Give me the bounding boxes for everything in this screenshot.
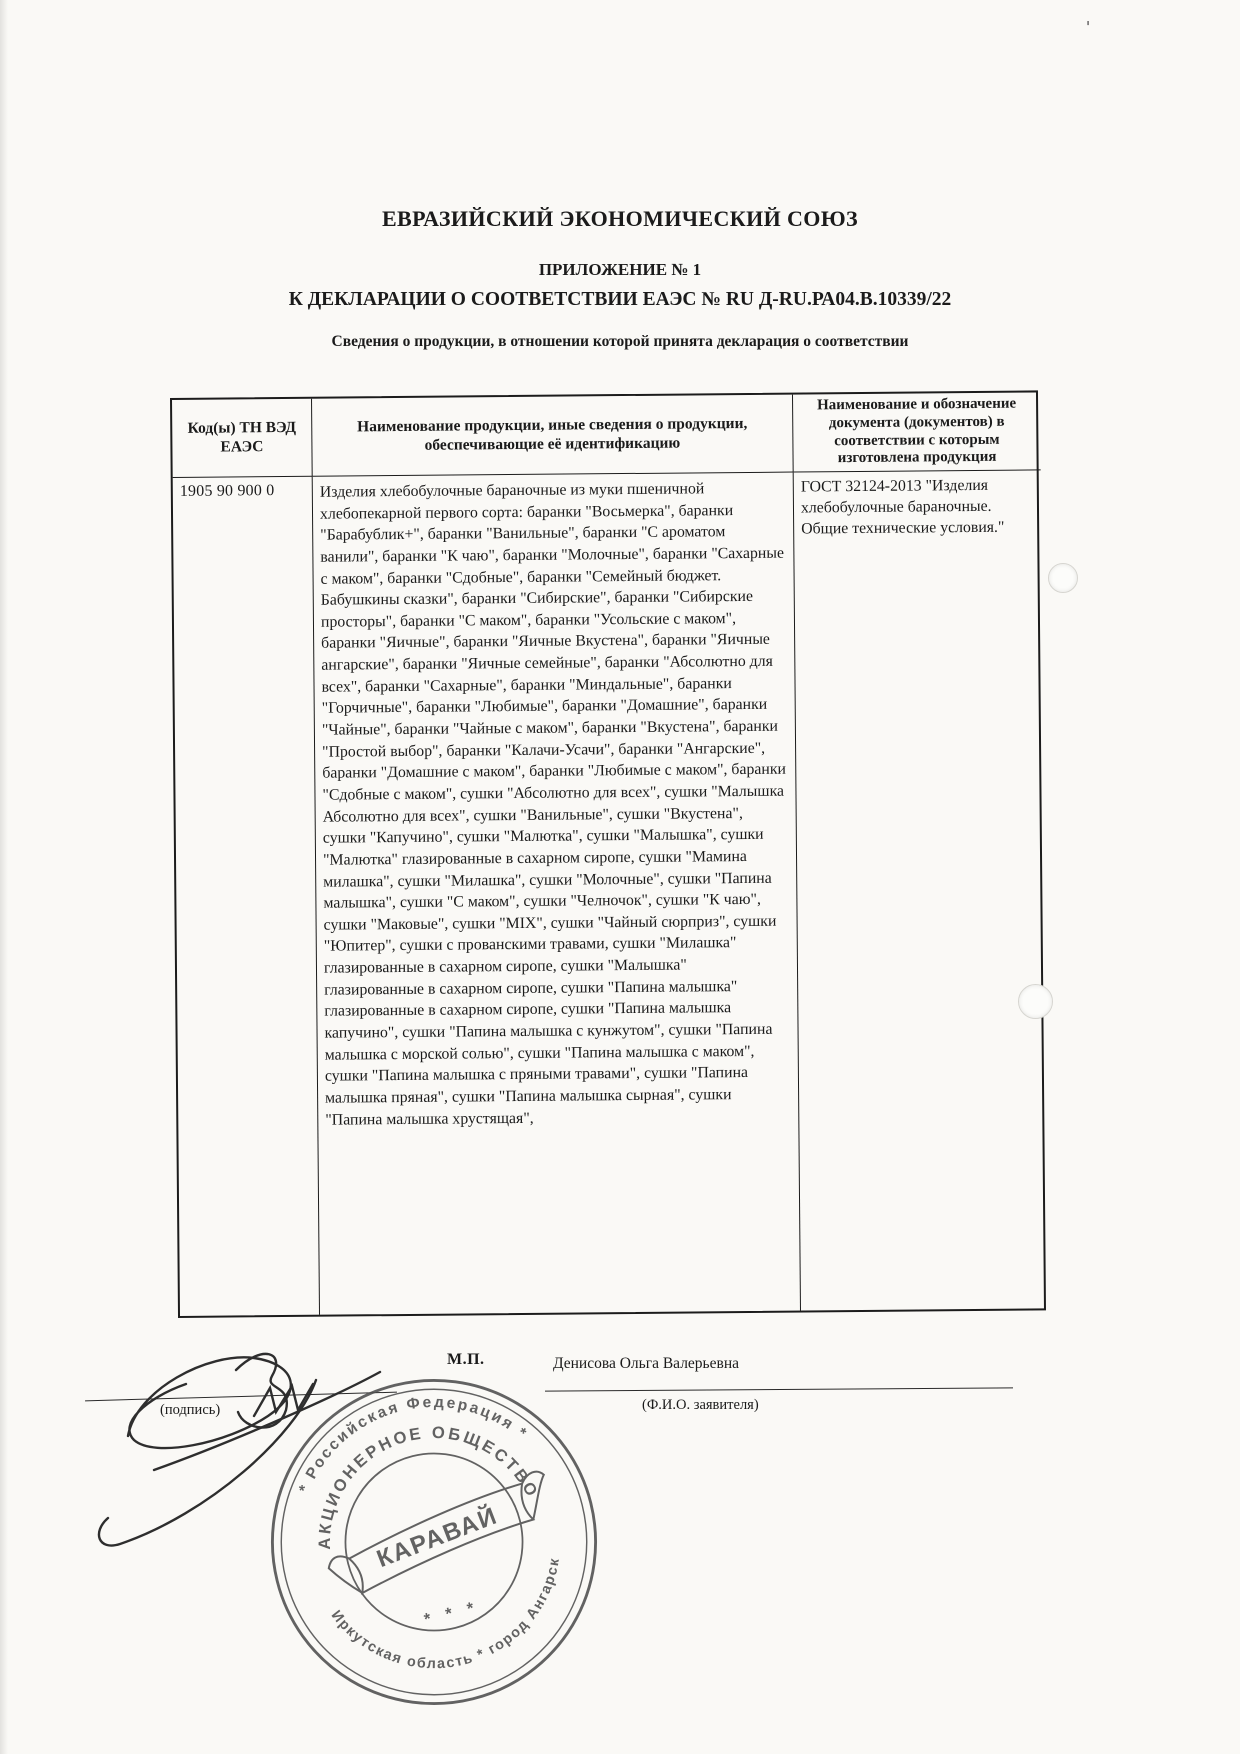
punch-hole-top [1048,563,1078,593]
code-cell: 1905 90 900 0 [173,477,320,1316]
applicant-name: Денисова Ольга Валерьевна [553,1355,739,1372]
applicant-underline [545,1387,1013,1391]
seal-place-label: М.П. [447,1351,485,1368]
document-cell: ГОСТ 32124-2013 "Изделия хлебобулочные бараночные. Общие технические условия." [800,476,1005,538]
stamp-asterisks: * * * [422,1596,482,1629]
stamp-company-name: КАРАВАЙ [373,1502,502,1574]
column-header-code: Код(ы) ТН ВЭД ЕАЭС [172,399,313,478]
applicant-label: (Ф.И.О. заявителя) [642,1397,759,1413]
declaration-number-line: К ДЕКЛАРАЦИИ О СООТВЕТСТВИИ ЕАЭС № RU Д-RU.РА04.В.10339/22 [288,289,952,310]
punch-hole-bottom [1018,984,1053,1019]
stamp-outer-top-text: * Российская Федерация * [295,1393,531,1496]
company-stamp [268,1372,600,1712]
appendix-label: ПРИЛОЖЕНИЕ № 1 [538,260,702,279]
stamp-outer-bottom-text: Иркутская область * город Ангарск [327,1556,564,1673]
svg-text:Иркутская область * город Ан [326,1552,583,1697]
products-subtitle: Сведения о продукции, в отношении которой принята декларация о соответствии [331,333,909,350]
page-title: ЕВРАЗИЙСКИЙ ЭКОНОМИЧЕСКИЙ СОЮЗ [381,206,859,231]
scan-speck: ' [1086,18,1091,36]
stamp-society-text: АКЦИОНЕРНОЕ ОБЩЕСТВО [314,1422,543,1550]
column-header-product: Наименование продукции, иные сведения о продукции, обеспечивающие её идентификацию [312,395,794,477]
product-description-cell: Изделия хлебобулочные бараночные из муки пшеничной хлебопекарной первого сорта: баранки "Восьмерка", баранки "Барабублик+", баранки "Ванильные", баранки "С ароматом ванили", баранки "К чаю", баранки "Молочные", баранки "Сахарные с маком", баранки "Сдобные", баранки "Семейный бюджет. Бабушкины сказки", баранки "Сибирские", баранки "Сибирские просторы", баранки "С маком", баранки "Усольские с маком", баранки "Яичные", баранки "Яичные Вкустена", баранки "Яичные ангарские", баранки "Яичные семейные", баранки "Абсолютно для всех", баранки "Сахарные", баранки "Миндальные", баранки "Горчичные", баранки "Любимые", баранки "Домашние", баранки "Чайные", баранки "Чайные с маком", баранки "Вкустена", баранки "Простой выбор", баранки "Калачи-Усачи", баранки "Ангарские", баранки "Домашние с маком", баранки "Любимые с маком", баранки "Сдобные с маком", сушки "Абсолютно для всех", сушки "Малышка Абсолютно для всех", сушки "Ванильные", сушки "Вкустена", сушки "Капучино", сушки "Малютка", сушки "Малышка", сушки "Малютка" глазированные в сахарном сиропе, сушки "Мамина милашка", сушки "Милашка", сушки "Молочные", сушки "Папина малышка", сушки "С маком", сушки "Челночок", сушки "К чаю", сушки "Маковые", сушки "MIX", сушки "Чайный сюрприз", сушки "Юпитер", сушки с прованскими травами, сушки "Милашка" глазированные в сахарном сиропе, сушки "Малышка" глазированные в сахарном сиропе, сушки "Папина малышка" глазированные в сахарном сиропе, сушки "Папина малышка капучино", сушки "Папина малышка с кунжутом", сушки "Папина малышка с морской солью", сушки "Папина малышка с маком", сушки "Папина малышка с пряными травами", сушки "Папина малышка пряная", сушки "Папина малышка сырная", сушки "Папина малышка хрустящая", [313,473,801,1315]
scan-edge-shade [0,0,8,1754]
signature-label: (подпись) [160,1402,221,1418]
column-header-document: Наименование и обозначение документа (документов) в соответствии с которым изготовлена продукция [793,392,1041,472]
products-table [170,390,1046,1318]
